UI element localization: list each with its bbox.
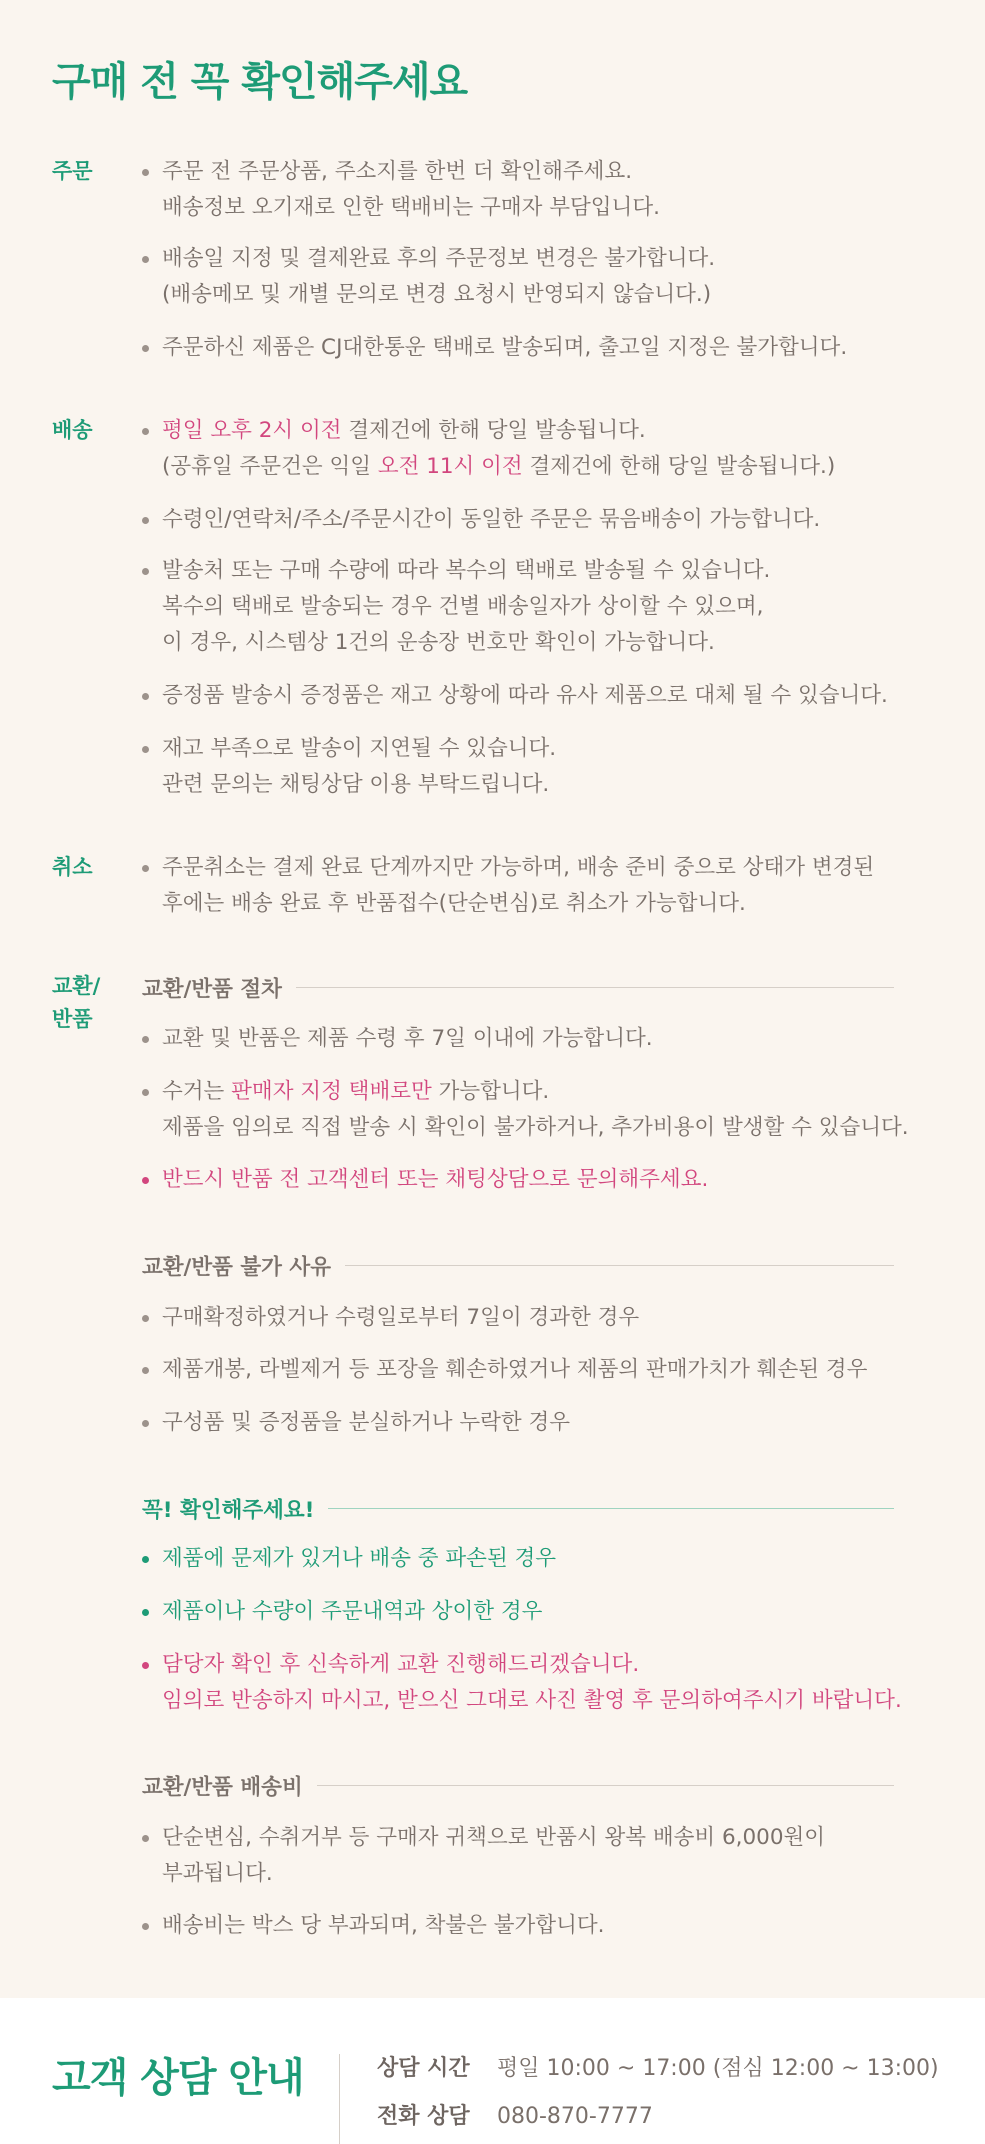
highlight-text: 오전 11시 이전 [377, 454, 523, 479]
bullet-icon [142, 1036, 149, 1043]
bullet-icon [142, 1835, 149, 1842]
bullet-icon [142, 1556, 149, 1563]
check-item-3: 담당자 확인 후 신속하게 교환 진행해드리겠습니다. 임의로 반송하지 마시고, 받으신 그대로 사진 촬영 후 문의하여주시기 바랍니다. [142, 1647, 902, 1719]
bullet-icon [142, 517, 149, 524]
bullet-icon [142, 428, 149, 435]
check-item-2: 제품이나 수량이 주문내역과 상이한 경우 [142, 1594, 902, 1630]
not-allowed-item-2: 제품개봉, 라벨제거 등 포장을 훼손하였거나 제품의 판매가치가 훼손된 경우 [142, 1352, 902, 1388]
procedure-item-2: 수거는 판매자 지정 택배로만 가능합니다. 제품을 임의로 직접 발송 시 확인이 불가하거나, 추가비용이 발생할 수 있습니다. [142, 1074, 902, 1146]
shipping-item-1: 평일 오후 2시 이전 결제건에 한해 당일 발송됩니다. (공휴일 주문건은 익일 오전 11시 이전 결제건에 한해 당일 발송됩니다.) [142, 413, 902, 485]
page-title: 구매 전 꼭 확인해주세요 [52, 59, 468, 105]
not-allowed-item-3: 구성품 및 증정품을 분실하거나 누락한 경우 [142, 1405, 902, 1441]
divider [339, 2054, 340, 2144]
bullet-icon [142, 1662, 149, 1669]
bullet-icon [142, 1609, 149, 1616]
procedure-item-3: 반드시 반품 전 고객센터 또는 채팅상담으로 문의해주세요. [142, 1162, 902, 1198]
bullet-icon [142, 693, 149, 700]
divider [296, 987, 894, 988]
fee-item-2: 배송비는 박스 당 부과되며, 착불은 불가합니다. [142, 1908, 902, 1944]
subheading-procedure: 교환/반품 절차 [142, 970, 894, 1004]
cancel-item-1: 주문취소는 결제 완료 단계까지만 가능하며, 배송 준비 중으로 상태가 변경된 후에는 배송 완료 후 반품접수(단순변심)로 취소가 가능합니다. [142, 850, 902, 922]
subheading-fee: 교환/반품 배송비 [142, 1768, 894, 1802]
not-allowed-item-1: 구매확정하였거나 수령일로부터 7일이 경과한 경우 [142, 1300, 902, 1336]
procedure-item-1: 교환 및 반품은 제품 수령 후 7일 이내에 가능합니다. [142, 1021, 902, 1057]
order-item-3: 주문하신 제품은 CJ대한통운 택배로 발송되며, 출고일 지정은 불가합니다. [142, 330, 902, 366]
bullet-icon [142, 1367, 149, 1374]
shipping-item-5: 재고 부족으로 발송이 지연될 수 있습니다. 관련 문의는 채팅상담 이용 부탁드립니다. [142, 731, 902, 803]
shipping-item-4: 증정품 발송시 증정품은 재고 상황에 따라 유사 제품으로 대체 될 수 있습니다. [142, 678, 902, 714]
consult-hours-row [377, 2052, 939, 2086]
shipping-item-3: 발송처 또는 구매 수량에 따라 복수의 택배로 발송될 수 있습니다. 복수의 택배로 발송되는 경우 건별 배송일자가 상이할 수 있으며, 이 경우, 시스템상 1건의 운송장 번호만 확인이 가능합니다. [142, 553, 902, 661]
divider [317, 1785, 894, 1786]
section-label-exchange: 교환/ 반품 [52, 974, 101, 1031]
bullet-icon [142, 865, 149, 872]
bullet-icon [142, 169, 149, 176]
bullet-icon [142, 1315, 149, 1322]
bullet-icon [142, 746, 149, 753]
phone-label: 전화 상담 [377, 2104, 470, 2129]
order-item-2: 배송일 지정 및 결제완료 후의 주문정보 변경은 불가합니다. (배송메모 및 개별 문의로 변경 요청시 반영되지 않습니다.) [142, 241, 902, 313]
shipping-item-2: 수령인/연락처/주소/주문시간이 동일한 주문은 묶음배송이 가능합니다. [142, 502, 902, 538]
phone-row [377, 2100, 653, 2134]
bullet-icon [142, 345, 149, 352]
divider [345, 1265, 894, 1266]
divider [328, 1508, 894, 1509]
highlight-text: 판매자 지정 택배로만 [231, 1079, 432, 1104]
consult-hours-label: 상담 시간 [377, 2056, 470, 2081]
section-label-order: 주문 [52, 159, 93, 183]
bullet-icon [142, 1923, 149, 1930]
highlight-text: 평일 오후 2시 이전 [162, 418, 342, 443]
consult-hours-value: 평일 10:00 ~ 17:00 (점심 12:00 ~ 13:00) [497, 2056, 939, 2081]
customer-service-footer [0, 1998, 985, 2144]
check-item-1: 제품에 문제가 있거나 배송 중 파손된 경우 [142, 1541, 902, 1577]
section-label-cancel: 취소 [52, 855, 93, 879]
footer-title: 고객 상담 안내 [52, 2055, 304, 2101]
subheading-check: 꼭! 확인해주세요! [142, 1491, 894, 1525]
fee-item-1: 단순변심, 수취거부 등 구매자 귀책으로 반품시 왕복 배송비 6,000원이 부과됩니다. [142, 1820, 902, 1892]
phone-number[interactable]: 080-870-7777 [497, 2104, 653, 2129]
section-label-shipping: 배송 [52, 418, 93, 442]
bullet-icon [142, 256, 149, 263]
order-item-1: 주문 전 주문상품, 주소지를 한번 더 확인해주세요. 배송정보 오기재로 인한 택배비는 구매자 부담입니다. [142, 154, 902, 226]
bullet-icon [142, 568, 149, 575]
bullet-icon [142, 1177, 149, 1184]
bullet-icon [142, 1420, 149, 1427]
subheading-not-allowed: 교환/반품 불가 사유 [142, 1248, 894, 1282]
bullet-icon [142, 1089, 149, 1096]
